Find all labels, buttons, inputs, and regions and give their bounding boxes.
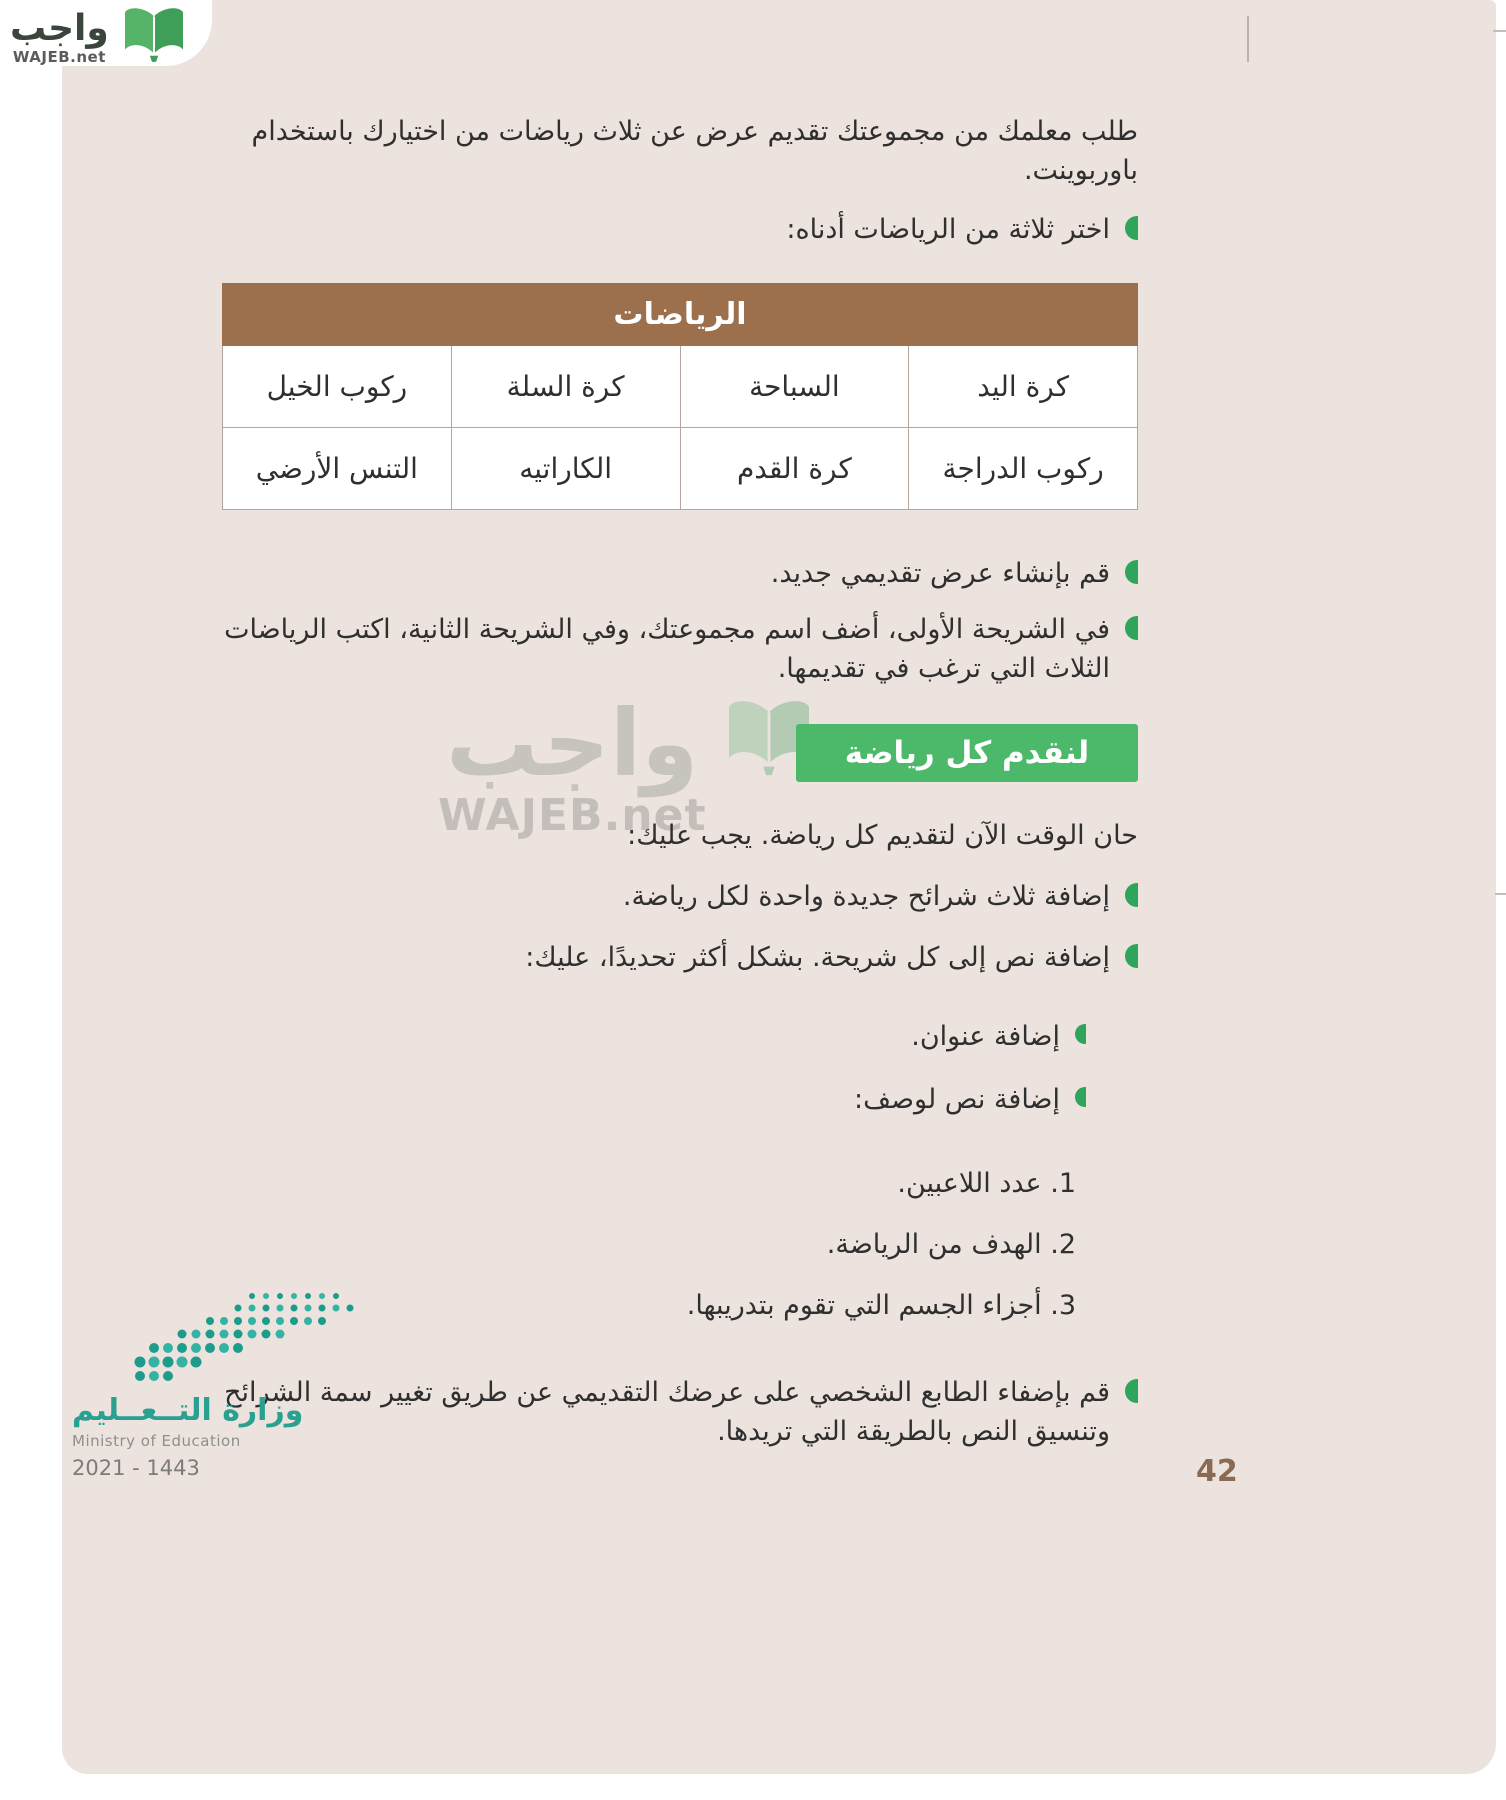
step-bullet [222,554,1138,593]
table-cell: كرة اليد [909,346,1138,428]
ministry-year: 2021 - 1443 [72,1456,200,1480]
numbered-item: 1. عدد اللاعبين. [897,1167,1076,1199]
wajeb-logo [10,6,191,66]
crop-mark-vertical [1247,16,1249,62]
crop-mark-top-right [1493,30,1506,32]
step-text: في الشريحة الأولى، أضف اسم مجموعتك، وفي الشريحة الثانية، اكتب الرياضات الثلاث التي ترغب في تقديمها. [224,613,1110,684]
bullet-icon [1125,616,1138,640]
final-bullet-text: قم بإضفاء الطابع الشخصي على عرضك التقديمي عن طريق تغيير سمة الشرائح وتنسيق النص بالطريقة التي تريدها. [224,1376,1110,1448]
table-cell: التنس الأرضي [223,428,452,510]
intro-bullet [222,210,1138,249]
crop-mark-mid-right [1495,893,1506,895]
ministry-logo-block [72,1288,322,1480]
bullet-icon [1125,216,1138,240]
table-header: الرياضات [223,284,1138,346]
step-bullet [222,610,1138,688]
page-content [222,112,1138,1451]
final-bullet [222,1373,1138,1451]
numbered-item: 2. الهدف من الرياضة. [826,1228,1076,1260]
watermark-subtitle: WAJEB.net [438,790,707,841]
watermark-title: واجب [446,690,699,797]
brand-subtitle: WAJEB.net [12,47,106,66]
page-number: 42 [1196,1454,1238,1489]
table-cell: السباحة [680,346,909,428]
brand-title: واجب [10,8,109,49]
bullet-icon [1125,1379,1138,1403]
sub-bullet-text: إضافة نص لوصف: [854,1084,1060,1116]
table-header-row [223,284,1138,346]
table-cell: ركوب الدراجة [909,428,1138,510]
ministry-name-english: Ministry of Education [72,1432,241,1450]
sub-bullet [222,1080,1138,1119]
sub-bullet [222,1017,1138,1056]
section-bullet-text: إضافة نص إلى كل شريحة. بشكل أكثر تحديدًا، عليك: [525,942,1110,974]
bullet-icon [1125,944,1138,968]
bullet-icon [1075,1024,1086,1044]
sub-bullet-text: إضافة عنوان. [911,1021,1060,1053]
table-row [223,346,1138,428]
sports-table [222,283,1138,510]
bullet-icon [1075,1087,1086,1107]
table-cell: كرة القدم [680,428,909,510]
table-cell: كرة السلة [451,346,680,428]
intro-bullet-text: اختر ثلاثة من الرياضات أدناه: [786,214,1110,246]
section-bullet [222,877,1138,916]
intro-paragraph: طلب معلمك من مجموعتك تقديم عرض عن ثلاث رياضات من اختيارك باستخدام باوربوينت. [251,116,1138,187]
ministry-name-arabic: وزارة التــعــليم [72,1393,304,1428]
table-cell: الكاراتيه [451,428,680,510]
section-intro: حان الوقت الآن لتقديم كل رياضة. يجب عليك: [627,819,1138,851]
section-title-banner: لنقدم كل رياضة [796,724,1138,782]
section-bullet [222,938,1138,977]
table-cell: ركوب الخيل [223,346,452,428]
section-bullet-text: إضافة ثلاث شرائح جديدة واحدة لكل رياضة. [622,880,1110,912]
step-text: قم بإنشاء عرض تقديمي جديد. [770,558,1110,590]
numbered-item: 3. أجزاء الجسم التي تقوم بتدريبها. [686,1289,1076,1321]
open-book-icon [117,6,191,64]
bullet-icon [1125,560,1138,584]
table-row [223,428,1138,510]
ministry-dots-icon [134,1288,364,1383]
bullet-icon [1125,883,1138,907]
